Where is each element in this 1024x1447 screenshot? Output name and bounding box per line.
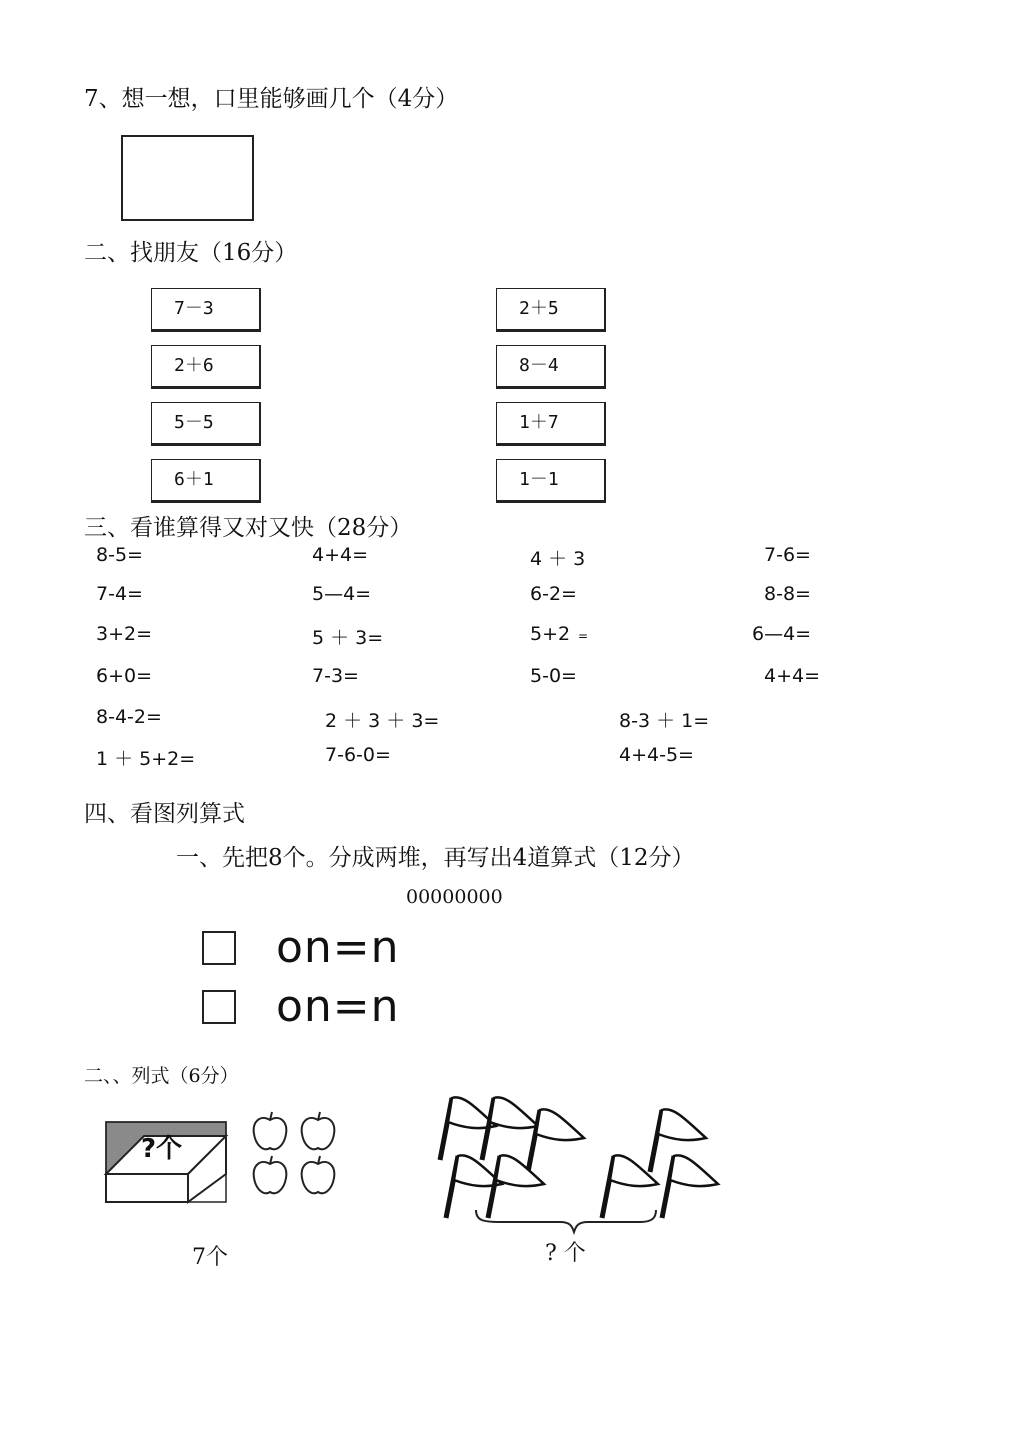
match-left-2: 2＋6 xyxy=(151,345,261,389)
match-right-3: 1＋7 xyxy=(496,402,606,446)
flag-icon xyxy=(662,1155,718,1218)
circles-row: 00000000 xyxy=(406,886,503,908)
drawing-box xyxy=(121,135,254,221)
equation-line: on=n xyxy=(276,981,400,1032)
flag-icon xyxy=(488,1155,544,1218)
calc-item: 7-4= xyxy=(96,583,143,605)
flags-illustration xyxy=(430,1090,730,1240)
answer-square xyxy=(202,931,236,965)
section3-title: 三、看谁算得又对又快（28分） xyxy=(84,515,413,541)
calc-item: 7-6-0= xyxy=(325,744,391,766)
calc-item: 8-5= xyxy=(96,544,143,566)
match-right-4: 1－1 xyxy=(496,459,606,503)
calc-item: 1 ＋ 5+2= xyxy=(96,748,196,770)
equation-line: on=n xyxy=(276,922,400,973)
flag-icon xyxy=(528,1109,584,1172)
calc-item: 5-0= xyxy=(530,665,577,687)
match-left-4: 6＋1 xyxy=(151,459,261,503)
calc-item: 7-3= xyxy=(312,665,359,687)
calc-item: 7-6= xyxy=(764,544,811,566)
apple-icon xyxy=(302,1156,335,1193)
apple-icon xyxy=(254,1112,287,1149)
flags-label: ? 个 xyxy=(545,1241,586,1266)
calc-item: 2 ＋ 3 ＋ 3= xyxy=(325,710,440,732)
calc-item: 4+4-5= xyxy=(619,744,694,766)
calc-item: 6—4= xyxy=(752,623,812,645)
q7-title: 7、想一想，口里能够画几个（4分） xyxy=(84,86,459,112)
box-label: ?个 xyxy=(141,1134,183,1164)
total-label: 7个 xyxy=(192,1245,228,1270)
calc-item: 8-4-2= xyxy=(96,706,162,728)
match-right-2: 8－4 xyxy=(496,345,606,389)
section4-title: 四、看图列算式 xyxy=(84,801,245,827)
section4-sub2: 二、、列式（6分） xyxy=(84,1065,239,1087)
calc-small-equals: = xyxy=(578,629,589,643)
calc-item: 4+4= xyxy=(764,665,821,687)
calc-item: 5—4= xyxy=(312,583,372,605)
apple-icon xyxy=(302,1112,335,1149)
apple-group xyxy=(248,1106,344,1202)
calc-item: 6-2= xyxy=(530,583,577,605)
calc-item: 4 ＋ 3 xyxy=(530,548,586,570)
match-right-1: 2＋5 xyxy=(496,288,606,332)
apple-icon xyxy=(254,1156,287,1193)
answer-square xyxy=(202,990,236,1024)
match-left-1: 7－3 xyxy=(151,288,261,332)
calc-item: 3+2= xyxy=(96,623,153,645)
calc-item: 8-8= xyxy=(764,583,811,605)
calc-item: 5+2 xyxy=(530,623,571,645)
section2-title: 二、找朋友（16分） xyxy=(84,240,298,266)
section4-sub1: 一、先把8个。分成两堆，再写出4道算式（12分） xyxy=(176,845,695,871)
match-left-3: 5－5 xyxy=(151,402,261,446)
calc-item: 5 ＋ 3= xyxy=(312,627,384,649)
brace xyxy=(476,1210,656,1232)
calc-item: 6+0= xyxy=(96,665,153,687)
calc-item: 8-3 ＋ 1= xyxy=(619,710,710,732)
calc-item: 4+4= xyxy=(312,544,369,566)
